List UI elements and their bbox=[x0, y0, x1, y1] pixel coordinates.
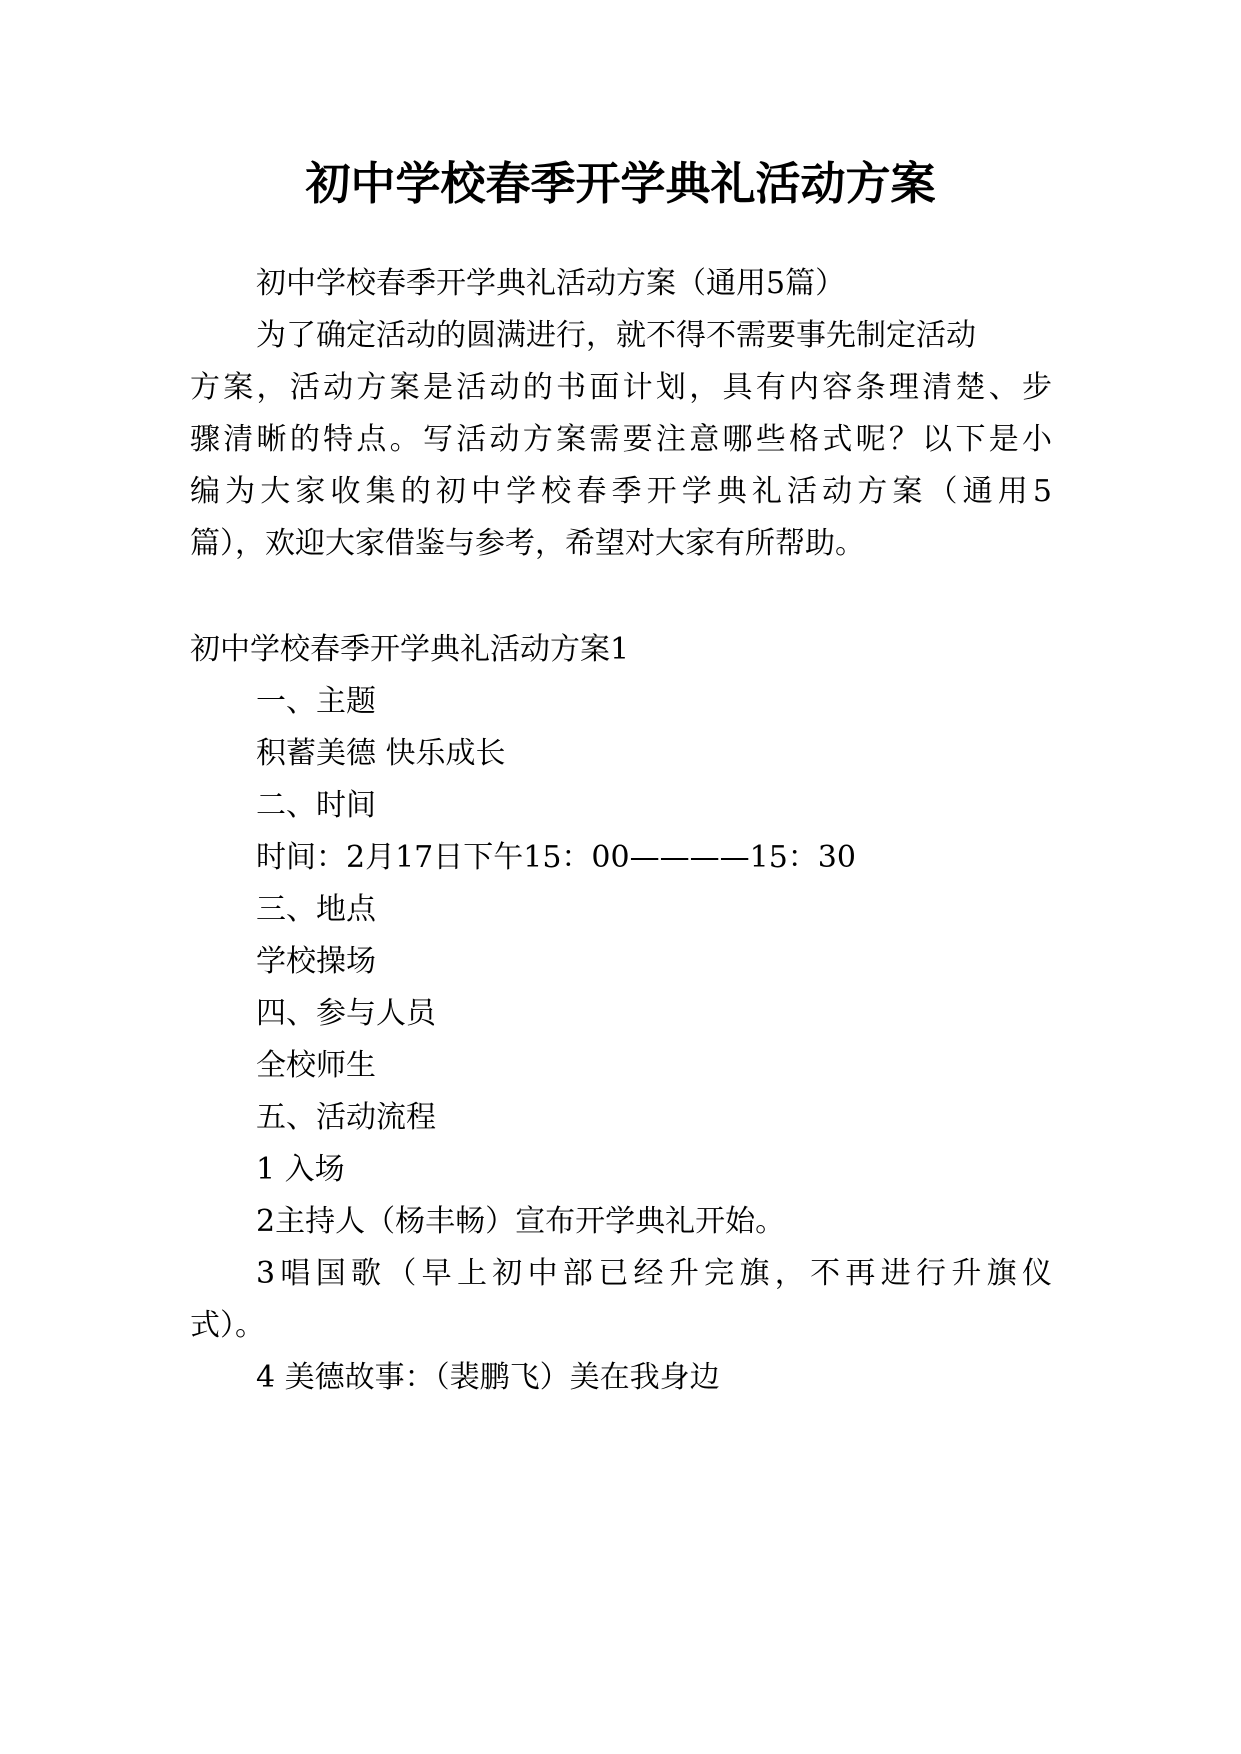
process-heading: 五、活动流程 bbox=[256, 1100, 436, 1135]
document-title: 初中学校春季开学典礼活动方案 bbox=[305, 157, 936, 210]
participants-text: 全校师生 bbox=[256, 1048, 376, 1083]
time-text: 时间：2月17日下午15：00————15：30 bbox=[256, 840, 856, 875]
process-step: 2主持人（杨丰畅）宣布开学典礼开始。 bbox=[256, 1204, 786, 1239]
intro-paragraph-line: 方案，活动方案是活动的书面计划，具有内容条理清楚、步 bbox=[190, 370, 1052, 405]
theme-text: 积蓄美德 快乐成长 bbox=[256, 736, 506, 771]
process-step: 4 美德故事：（裴鹏飞）美在我身边 bbox=[256, 1360, 720, 1395]
process-step: 3唱国歌（早上初中部已经升完旗，不再进行升旗仪 bbox=[256, 1256, 1052, 1291]
process-step: 1 入场 bbox=[256, 1152, 345, 1187]
intro-paragraph-line: 骤清晰的特点。写活动方案需要注意哪些格式呢？以下是小 bbox=[190, 422, 1052, 457]
intro-paragraph-line: 篇），欢迎大家借鉴与参考，希望对大家有所帮助。 bbox=[190, 526, 865, 561]
participants-heading: 四、参与人员 bbox=[256, 996, 436, 1031]
place-text: 学校操场 bbox=[256, 944, 376, 979]
intro-paragraph-line: 编为大家收集的初中学校春季开学典礼活动方案（通用5 bbox=[190, 474, 1052, 509]
section-heading: 初中学校春季开学典礼活动方案1 bbox=[190, 632, 630, 667]
time-heading: 二、时间 bbox=[256, 788, 376, 823]
theme-heading: 一、主题 bbox=[256, 684, 376, 719]
intro-paragraph-line: 为了确定活动的圆满进行，就不得不需要事先制定活动 bbox=[256, 318, 976, 353]
intro-subtitle: 初中学校春季开学典礼活动方案（通用5篇） bbox=[256, 266, 846, 301]
process-step-continuation: 式）。 bbox=[190, 1308, 265, 1343]
place-heading: 三、地点 bbox=[256, 892, 376, 927]
